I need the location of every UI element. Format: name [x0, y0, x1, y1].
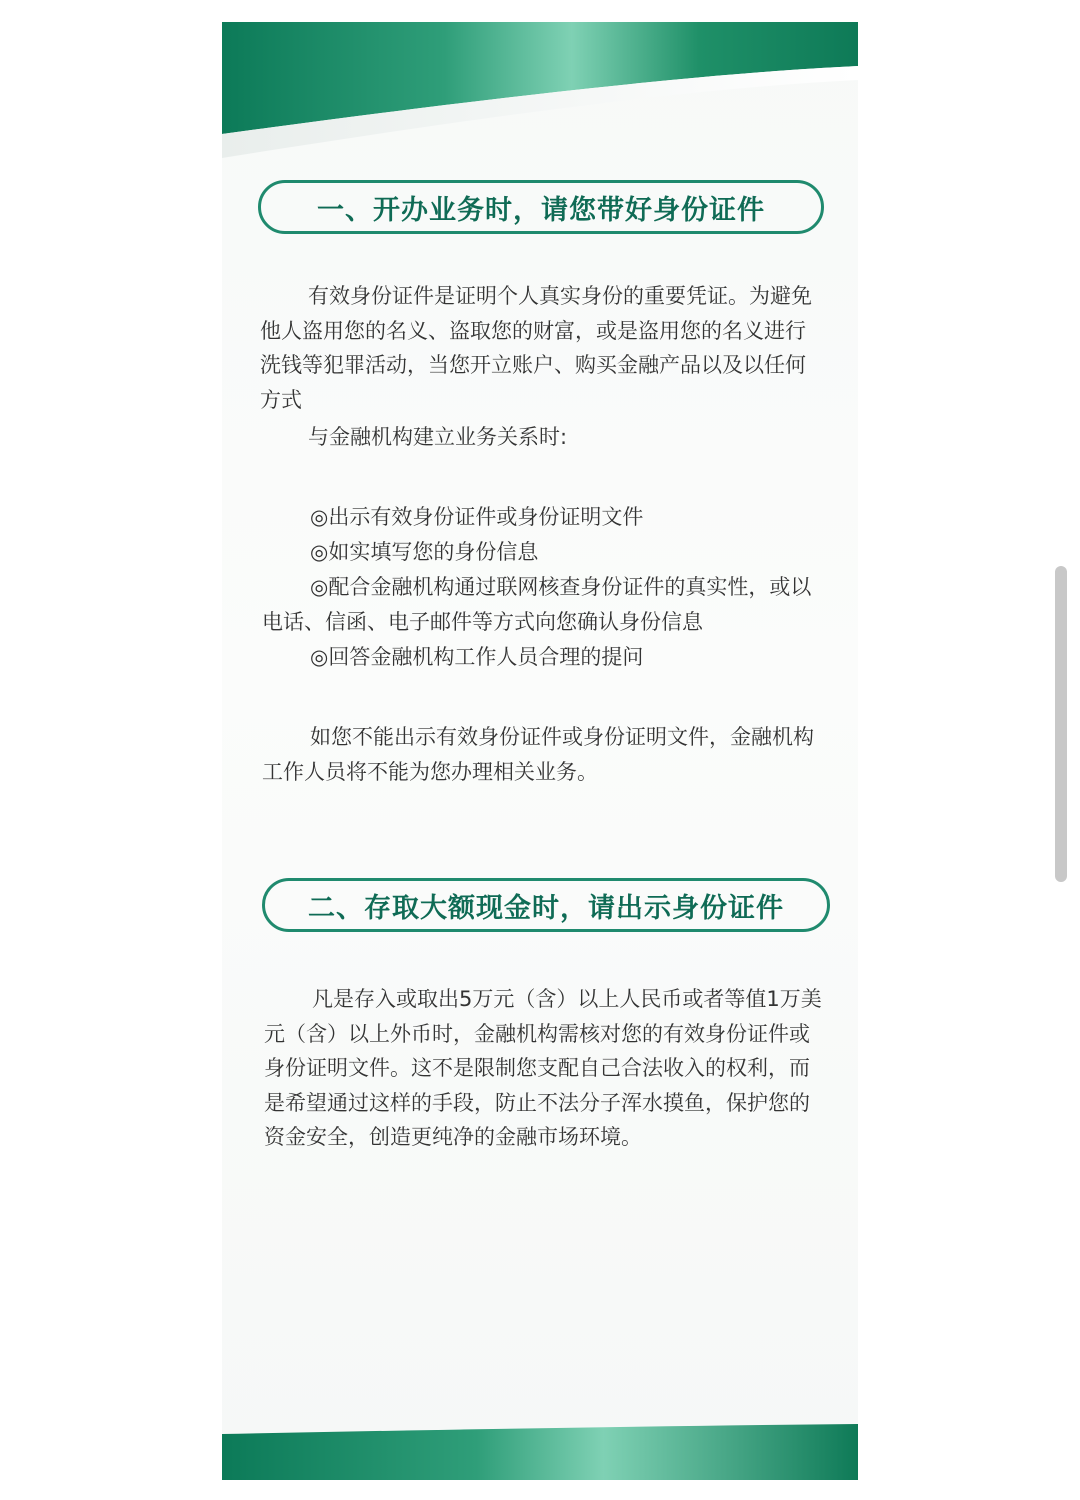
section1-intro: 有效身份证件是证明个人真实身份的重要凭证。为避免他人盗用您的名义、盗取您的财富，或是盗用您的名义进行洗钱等犯罪活动，当您开立账户、购买金融产品以及以任何方式 — [260, 284, 812, 412]
section1-bullet-2: ◎如实填写您的身份信息 — [310, 540, 539, 564]
section1-intro-tail: 与金融机构建立业务关系时: — [308, 425, 568, 449]
vertical-scrollbar[interactable] — [1055, 566, 1067, 882]
top-green-band — [222, 22, 858, 162]
section1-closing: 如您不能出示有效身份证件或身份证明文件，金融机构工作人员将不能为您办理相关业务。 — [262, 725, 814, 784]
section1-heading-text: 一、开办业务时，请您带好身份证件 — [317, 194, 765, 226]
section1-bullet-4: ◎回答金融机构工作人员合理的提问 — [310, 645, 644, 669]
bottom-green-band — [222, 1424, 858, 1480]
section1-bullet-3: ◎配合金融机构通过联网核查身份证件的真实性，或以电话、信函、电子邮件等方式向您确认身份信息 — [262, 575, 812, 634]
section1-bullet-1: ◎出示有效身份证件或身份证明文件 — [310, 505, 644, 529]
section2-heading — [262, 878, 830, 932]
section2-body: 凡是存入或取出5万元（含）以上人民币或者等值1万美元（含）以上外币时，金融机构需核对您的有效身份证件或身份证明文件。这不是限制您支配自己合法收入的权利，而是希望通过这样的手段，防止不法分子浑水摸鱼，保护您的资金安全，创造更纯净的金融市场环境。 — [264, 987, 822, 1149]
section2-heading-text: 二、存取大额现金时，请出示身份证件 — [308, 892, 784, 924]
brochure-photo — [222, 22, 858, 1480]
section1-heading — [258, 180, 824, 234]
